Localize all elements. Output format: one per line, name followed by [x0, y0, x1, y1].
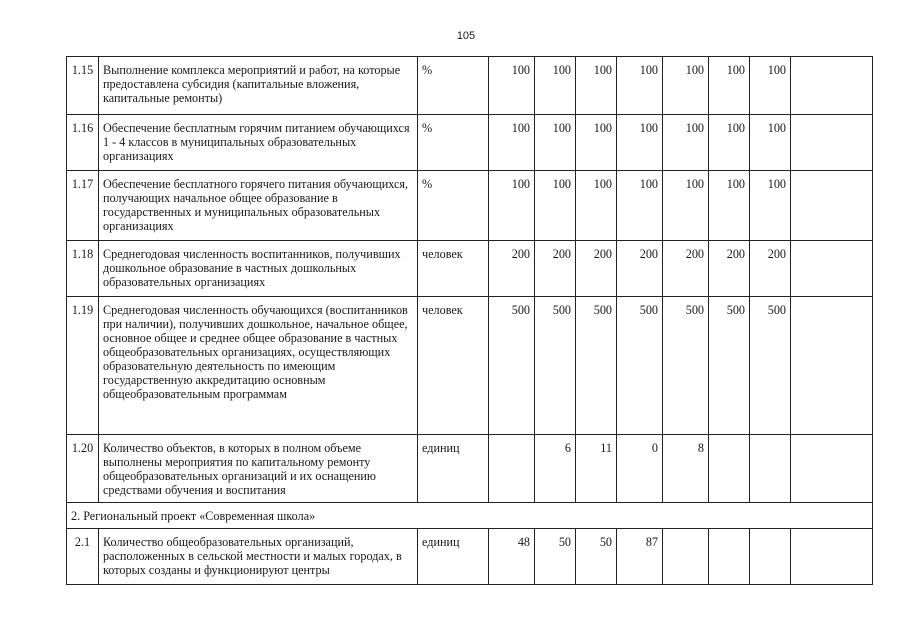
value-cell: 100 — [617, 115, 663, 171]
value-cell: 200 — [489, 241, 535, 297]
value-cell: 100 — [750, 115, 791, 171]
indicator-name: Количество объектов, в которых в полном объеме выполнены мероприятия по капитальному ремонту общеобразовательных организаций и их оснащению средствами обучения и воспитания — [99, 435, 418, 503]
table-row — [67, 297, 873, 435]
row-number: 1.19 — [67, 297, 99, 435]
value-cell: 200 — [709, 241, 750, 297]
value-cell: 100 — [709, 171, 750, 241]
value-cell: 100 — [663, 115, 709, 171]
value-cell: 500 — [617, 297, 663, 435]
page-number: 105 — [456, 30, 476, 42]
value-cell — [791, 529, 873, 585]
value-cell — [791, 57, 873, 115]
value-cell: 50 — [576, 529, 617, 585]
table-row — [67, 171, 873, 241]
value-cell: 500 — [663, 297, 709, 435]
unit-cell: % — [418, 57, 489, 115]
section-title: 2. Региональный проект «Современная школа» — [67, 503, 873, 529]
value-cell: 100 — [663, 57, 709, 115]
unit-cell: человек — [418, 241, 489, 297]
indicator-name: Среднегодовая численность воспитанников, получивших дошкольное образование в частных дошкольных образовательных организациях — [99, 241, 418, 297]
table-body — [67, 57, 873, 585]
value-cell: 500 — [535, 297, 576, 435]
value-cell: 100 — [489, 57, 535, 115]
value-cell: 100 — [576, 115, 617, 171]
value-cell — [709, 529, 750, 585]
value-cell: 100 — [576, 57, 617, 115]
value-cell: 100 — [750, 57, 791, 115]
value-cell: 200 — [535, 241, 576, 297]
value-cell: 100 — [535, 171, 576, 241]
value-cell: 500 — [489, 297, 535, 435]
value-cell — [709, 435, 750, 503]
unit-cell: единиц — [418, 435, 489, 503]
value-cell — [791, 435, 873, 503]
unit-cell: % — [418, 171, 489, 241]
table-row — [67, 57, 873, 115]
section-row — [67, 503, 873, 529]
value-cell: 100 — [663, 171, 709, 241]
value-cell: 100 — [750, 171, 791, 241]
value-cell: 100 — [489, 171, 535, 241]
unit-cell: единиц — [418, 529, 489, 585]
value-cell: 200 — [576, 241, 617, 297]
row-number: 1.18 — [67, 241, 99, 297]
indicator-name: Обеспечение бесплатного горячего питания обучающихся, получающих начальное общее образование в государственных и муниципальных образовательных организациях — [99, 171, 418, 241]
value-cell: 8 — [663, 435, 709, 503]
row-number: 1.15 — [67, 57, 99, 115]
unit-cell: человек — [418, 297, 489, 435]
value-cell: 200 — [617, 241, 663, 297]
table-row — [67, 435, 873, 503]
table-row — [67, 115, 873, 171]
value-cell: 500 — [750, 297, 791, 435]
indicator-name: Обеспечение бесплатным горячим питанием обучающихся 1 - 4 классов в муниципальных образовательных организациях — [99, 115, 418, 171]
indicator-name: Количество общеобразовательных организаций, расположенных в сельской местности и малых городах, в которых созданы и функционируют центры — [99, 529, 418, 585]
value-cell: 200 — [750, 241, 791, 297]
value-cell: 87 — [617, 529, 663, 585]
value-cell — [791, 297, 873, 435]
value-cell: 100 — [617, 57, 663, 115]
value-cell: 500 — [709, 297, 750, 435]
indicator-name: Среднегодовая численность обучающихся (воспитанников при наличии), получивших дошкольное, начальное общее, основное общее и среднее общее образование в частных общеобразовательных организациях, осуществляющих образовательную деятельность по имеющим государственную аккредитацию основным общеобразовательным программам — [99, 297, 418, 435]
indicator-name: Выполнение комплекса мероприятий и работ, на которые предоставлена субсидия (капитальные вложения, капитальные ремонты) — [99, 57, 418, 115]
value-cell — [489, 435, 535, 503]
value-cell — [791, 171, 873, 241]
value-cell: 100 — [576, 171, 617, 241]
value-cell: 100 — [709, 57, 750, 115]
value-cell: 11 — [576, 435, 617, 503]
unit-cell: % — [418, 115, 489, 171]
value-cell: 50 — [535, 529, 576, 585]
value-cell — [663, 529, 709, 585]
row-number: 1.16 — [67, 115, 99, 171]
value-cell — [750, 435, 791, 503]
value-cell — [791, 241, 873, 297]
value-cell: 100 — [709, 115, 750, 171]
indicators-table — [66, 56, 873, 585]
row-number: 1.20 — [67, 435, 99, 503]
value-cell: 0 — [617, 435, 663, 503]
value-cell: 6 — [535, 435, 576, 503]
value-cell: 100 — [617, 171, 663, 241]
row-number: 1.17 — [67, 171, 99, 241]
value-cell: 500 — [576, 297, 617, 435]
value-cell: 200 — [663, 241, 709, 297]
value-cell: 100 — [535, 115, 576, 171]
table-row — [67, 529, 873, 585]
table-row — [67, 241, 873, 297]
value-cell: 100 — [489, 115, 535, 171]
row-number: 2.1 — [67, 529, 99, 585]
value-cell — [750, 529, 791, 585]
value-cell: 100 — [535, 57, 576, 115]
value-cell: 48 — [489, 529, 535, 585]
value-cell — [791, 115, 873, 171]
